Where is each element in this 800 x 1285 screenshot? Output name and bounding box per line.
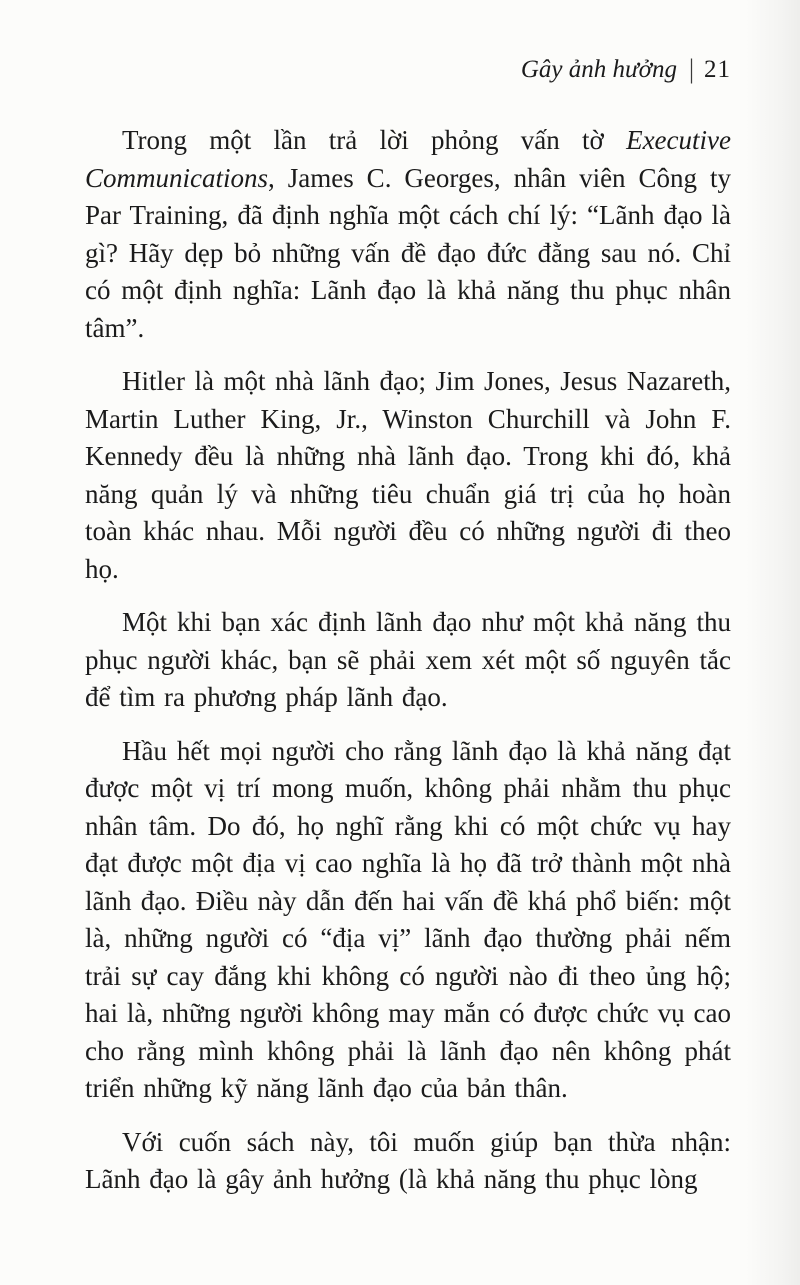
paragraph [85,733,731,1108]
paragraph [85,363,731,588]
page-edge-shadow [745,0,800,1285]
paragraph-text: Hitler là một nhà lãnh đạo; Jim Jones, Jesus Nazareth, Martin Luther King, Jr., Winston Churchill và John F. Kennedy đều là những nhà lãnh đạo. Trong khi đó, khả năng quản lý và những tiêu chuẩn giá trị của họ hoàn toàn khác nhau. Mỗi người đều có những người đi theo họ. [85,366,731,584]
paragraph-text: Với cuốn sách này, tôi muốn giúp bạn thừa nhận: Lãnh đạo là gây ảnh hưởng (là khả năng thu phục lòng [85,1126,731,1194]
paragraph-text: Trong một lần trả lời phỏng vấn tờ [122,125,627,155]
page-header [85,54,731,86]
page-number: 21 [704,56,731,83]
publication-title: Executive Communications [85,125,731,193]
paragraph-text: , James C. Georges, nhân viên Công ty Par Training, đã định nghĩa một cách chí lý: “Lãnh đạo là gì? Hãy dẹp bỏ những vấn đề đạo đức đằng sau nó. Chỉ có một định nghĩa: Lãnh đạo là khả năng thu phục nhân tâm”. [85,162,731,343]
body-text [85,122,731,1215]
paragraph [85,122,731,347]
paragraph-text: Hầu hết mọi người cho rằng lãnh đạo là khả năng đạt được một vị trí mong muốn, không phải nhằm thu phục nhân tâm. Do đó, họ nghĩ rằng khi có một chức vụ hay đạt được một địa vị cao nghĩa là họ đã trở thành một nhà lãnh đạo. Điều này dẫn đến hai vấn đề khá phổ biến: một là, những người có “địa vị” lãnh đạo thường phải nếm trải sự cay đắng khi không có người nào đi theo ủng hộ; hai là, những người không may mắn có được chức vụ cao cho rằng mình không phải là lãnh đạo nên không phát triển những kỹ năng lãnh đạo của bản thân. [85,735,731,1103]
running-title: Gây ảnh hưởng [520,56,677,83]
paragraph [85,604,731,717]
paragraph [85,1124,731,1199]
paragraph-text: Một khi bạn xác định lãnh đạo như một khả năng thu phục người khác, bạn sẽ phải xem xét một số nguyên tắc để tìm ra phương pháp lãnh đạo. [85,607,731,712]
header-separator: | [688,54,694,85]
